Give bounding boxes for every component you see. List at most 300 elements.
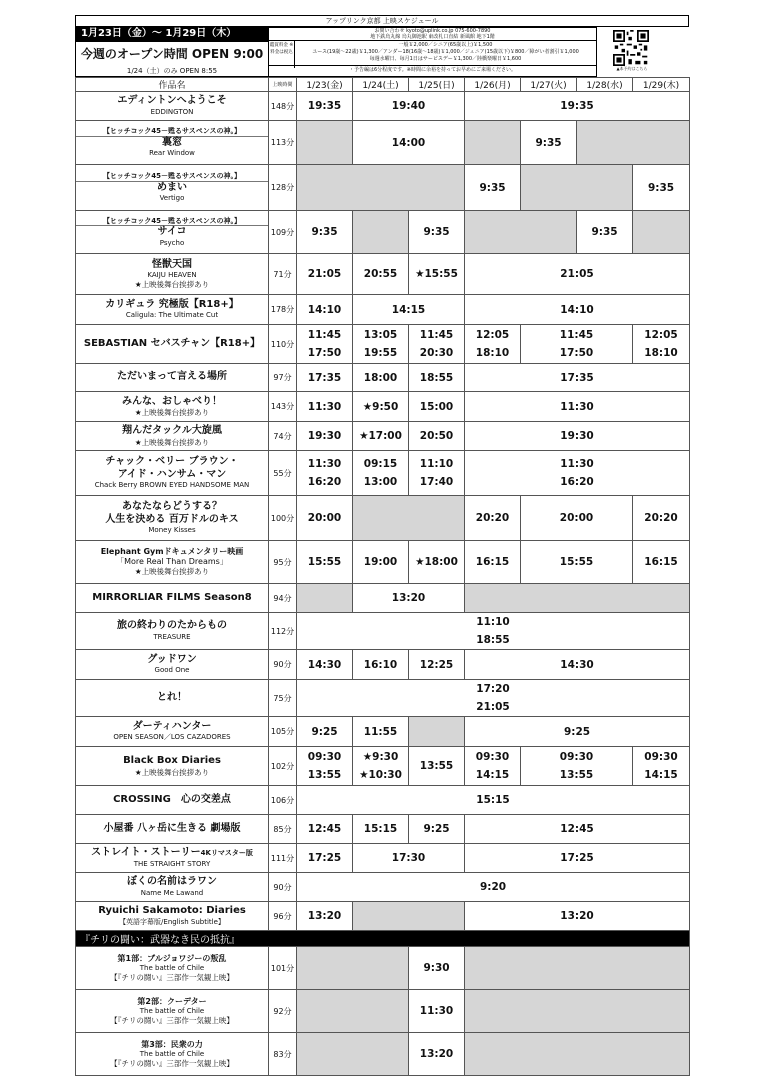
showtime[interactable]: 11:30	[465, 392, 690, 422]
showtime[interactable]: 17:40	[419, 476, 454, 488]
showtime[interactable]: 14:10	[297, 295, 353, 325]
film-title-cell	[76, 254, 269, 295]
film-row	[76, 844, 690, 873]
film-title: ぼくの名前はラワン	[127, 876, 217, 888]
price-line: ユース(19歳～22歳)￥1,300／アンダー18(16歳～18歳)￥1,000／ジュニア(15歳以下)￥800／障がい者割引￥1,000	[312, 49, 579, 55]
runtime: 178分	[269, 295, 297, 325]
showtime[interactable]: 20:00	[521, 496, 633, 541]
showtime[interactable]: 12:45	[297, 815, 353, 844]
no-show	[633, 211, 690, 254]
film-title: SEBASTIAN セバスチャン【R18+】	[83, 337, 261, 349]
showtime[interactable]: ★9:30	[362, 751, 399, 763]
no-show	[465, 211, 577, 254]
showtime[interactable]: 11:30	[307, 458, 342, 470]
film-title-cell	[76, 295, 269, 325]
film-title: グッドワン	[147, 653, 197, 665]
film-title: ただいまって言える場所	[117, 371, 227, 383]
showtime[interactable]: 21:05	[476, 701, 510, 713]
film-subtitle: Name Me Lawand	[140, 888, 204, 897]
film-title-cell	[76, 392, 269, 422]
film-title: とれ！	[157, 691, 187, 703]
film-title: CROSSING 心の交差点	[113, 793, 231, 805]
runtime: 100分	[269, 496, 297, 541]
runtime: 112分	[269, 613, 297, 650]
showtime-cell	[465, 451, 690, 496]
col-day: 1/25(日)	[409, 78, 465, 92]
runtime: 74分	[269, 422, 297, 451]
film-title-cell	[76, 902, 269, 931]
showtime[interactable]: ★10:30	[359, 769, 402, 781]
showtime[interactable]: 11:10	[476, 616, 510, 628]
showtime[interactable]: 13:55	[307, 769, 342, 781]
no-show	[297, 1033, 409, 1076]
film-title: 小屋番 八ヶ岳に生きる 劇場版	[103, 822, 241, 834]
showtime[interactable]: ★18:00	[409, 541, 465, 584]
film-row	[76, 496, 690, 541]
film-row	[76, 121, 690, 165]
film-subtitle: Money Kisses	[148, 526, 196, 535]
film-tag: 【ヒッチコック45－甦るサスペンスの神。】	[76, 172, 268, 182]
runtime: 106分	[269, 786, 297, 815]
showtime[interactable]: 12:05	[475, 329, 510, 341]
showtime[interactable]: 13:20	[297, 902, 353, 931]
film-title-cell	[76, 815, 269, 844]
qr-caption: ▲本予約はこちら	[616, 66, 648, 71]
showtime[interactable]: 13:20	[465, 902, 690, 931]
showtime[interactable]: 18:10	[475, 347, 510, 359]
film-row	[76, 613, 690, 650]
showtime[interactable]: 17:35	[297, 364, 353, 392]
no-show	[409, 717, 465, 747]
showtime-cell	[297, 680, 690, 717]
showtime[interactable]: 11:30	[560, 458, 594, 470]
showtime[interactable]: 14:15	[353, 295, 465, 325]
showtime[interactable]: 15:15	[297, 786, 690, 815]
col-runtime: 上映時間	[269, 78, 297, 92]
showtime[interactable]: 18:10	[644, 347, 678, 359]
showtime[interactable]: 17:50	[307, 347, 342, 359]
film-title: 第2部：クーデター	[137, 996, 207, 1006]
film-title-cell	[76, 1033, 269, 1076]
runtime: 85分	[269, 815, 297, 844]
film-title-cell	[76, 873, 269, 902]
film-title-cell	[76, 451, 269, 496]
film-title-cell	[76, 496, 269, 541]
showtime[interactable]: 15:55	[297, 541, 353, 584]
runtime: 95分	[269, 541, 297, 584]
showtime[interactable]: ★15:55	[409, 254, 465, 295]
showtime[interactable]: 14:30	[465, 650, 690, 680]
runtime: 102分	[269, 747, 297, 786]
showtime-cell	[353, 451, 409, 496]
film-title: 怪獣天国	[152, 258, 192, 270]
showtime[interactable]: 9:35	[633, 165, 690, 211]
showtime[interactable]: 18:55	[409, 364, 465, 392]
runtime: 92分	[269, 990, 297, 1033]
film-note: 【『チリの闘い』三部作一気観上映】	[110, 1058, 234, 1068]
col-day: 1/29(木)	[633, 78, 690, 92]
showtime[interactable]: 16:15	[465, 541, 521, 584]
showtime[interactable]: 18:00	[353, 364, 409, 392]
showtime[interactable]: 20:20	[633, 496, 690, 541]
showtime[interactable]: 09:30	[559, 751, 594, 763]
schedule-title: アップリンク京都 上映スケジュール	[75, 15, 689, 27]
runtime: 128分	[269, 165, 297, 211]
film-subtitle: THE STRAIGHT STORY	[133, 859, 211, 868]
stage-greeting-note: ★上映後舞台挨拶あり	[134, 408, 210, 418]
showtime[interactable]: 13:20	[353, 584, 465, 613]
showtime[interactable]: 12:45	[465, 815, 690, 844]
film-title: MIRRORLIAR FILMS Season8	[92, 591, 252, 603]
showtime[interactable]: 15:00	[409, 392, 465, 422]
film-row	[76, 747, 690, 786]
col-day: 1/23(金)	[297, 78, 353, 92]
film-subtitle: The battle of Chile	[139, 1049, 205, 1058]
film-title: 旅の終わりのたからもの	[117, 620, 227, 632]
showtime[interactable]: 9:25	[409, 815, 465, 844]
film-title-cell	[76, 422, 269, 451]
showtime[interactable]: 20:20	[465, 496, 521, 541]
film-row	[76, 717, 690, 747]
showtime[interactable]: 21:05	[297, 254, 353, 295]
runtime: 148分	[269, 92, 297, 121]
info-box	[269, 27, 597, 77]
film-subtitle: KAIJU HEAVEN	[147, 271, 197, 280]
showtime[interactable]: 20:00	[297, 496, 353, 541]
film-row	[76, 815, 690, 844]
showtime[interactable]: 11:30	[409, 990, 465, 1033]
open-time-note: 1/24（土）のみ OPEN 8:55	[126, 67, 218, 75]
showtime[interactable]: 9:35	[297, 211, 353, 254]
price-line: 一般￥2,000／シニア(65歳以上)￥1,500	[398, 42, 493, 48]
film-title: あなたならどうする？	[122, 501, 222, 513]
film-note: 【『チリの闘い』三部作一気観上映】	[110, 1015, 234, 1025]
film-title-cell	[76, 211, 269, 254]
film-title: Black Box Diaries	[123, 755, 221, 767]
film-title-cell	[76, 121, 269, 165]
film-title-cell	[76, 947, 269, 990]
showtime[interactable]: 16:10	[353, 650, 409, 680]
runtime: 90分	[269, 650, 297, 680]
showtime[interactable]: 13:55	[559, 769, 594, 781]
film-row	[76, 541, 690, 584]
film-title: カリギュラ 究極版【R18+】	[105, 298, 239, 310]
showtime[interactable]: 19:35	[297, 92, 353, 121]
film-title: ストレイト・ストーリー	[91, 847, 201, 859]
film-row	[76, 325, 690, 364]
qr-code-icon[interactable]	[613, 30, 649, 66]
film-title-cell	[76, 364, 269, 392]
film-row	[76, 786, 690, 815]
runtime: 109分	[269, 211, 297, 254]
runtime: 143分	[269, 392, 297, 422]
showtime[interactable]: 19:35	[465, 92, 690, 121]
showtime[interactable]: 19:40	[353, 92, 465, 121]
showtime[interactable]: 11:30	[297, 392, 353, 422]
film-subtitle: The battle of Chile	[139, 1006, 205, 1015]
film-row	[76, 295, 690, 325]
runtime: 97分	[269, 364, 297, 392]
runtime: 113分	[269, 121, 297, 165]
schedule-table	[75, 77, 690, 1076]
no-show	[353, 496, 465, 541]
film-row	[76, 422, 690, 451]
film-title: 第3部：民衆の力	[141, 1039, 203, 1049]
runtime: 55分	[269, 451, 297, 496]
showtime[interactable]: 09:30	[307, 751, 342, 763]
film-row	[76, 92, 690, 121]
runtime: 75分	[269, 680, 297, 717]
no-show	[465, 947, 690, 990]
film-title-cell	[76, 584, 269, 613]
showtime[interactable]: 13:20	[409, 1033, 465, 1076]
showtime[interactable]: 17:30	[353, 844, 465, 873]
showtime[interactable]: 15:15	[353, 815, 409, 844]
col-title: 作品名	[76, 78, 269, 92]
film-title-cell	[76, 541, 269, 584]
film-title-cell	[76, 747, 269, 786]
film-title-cell	[76, 990, 269, 1033]
showtime[interactable]: 11:10	[419, 458, 454, 470]
film-title: みんな、おしゃべり！	[122, 395, 222, 407]
showtime[interactable]: 12:25	[409, 650, 465, 680]
no-show	[297, 165, 465, 211]
film-title: ダーティハンター	[132, 720, 212, 732]
no-show	[465, 121, 521, 165]
no-show	[297, 947, 409, 990]
showtime[interactable]: 19:30	[465, 422, 690, 451]
stage-greeting-note: ★上映後舞台挨拶あり	[134, 567, 210, 577]
showtime-cell	[465, 325, 521, 364]
runtime: 71分	[269, 254, 297, 295]
showtime[interactable]: 20:30	[419, 347, 454, 359]
price-line: 毎週水曜日、毎月1日はサービスデー￥1,300／陸橋楽曜日￥1,600	[369, 56, 522, 62]
no-show	[521, 165, 633, 211]
header-row	[76, 78, 690, 92]
showtime[interactable]: ★17:00	[353, 422, 409, 451]
film-title-cell	[76, 717, 269, 747]
film-title-cell	[76, 786, 269, 815]
film-title-cell	[76, 92, 269, 121]
showtime-cell	[521, 325, 633, 364]
showtime-cell	[297, 613, 690, 650]
open-time: 今週のオープン時間 OPEN 9:00	[80, 47, 264, 61]
showtime-cell	[521, 747, 633, 786]
showtime[interactable]: ★9:50	[353, 392, 409, 422]
film-row	[76, 902, 690, 931]
film-subtitle: EDDINGTON	[150, 107, 194, 116]
section-row	[76, 931, 690, 947]
showtime[interactable]: 12:05	[644, 329, 678, 341]
film-row	[76, 650, 690, 680]
showtime[interactable]: 9:25	[465, 717, 690, 747]
film-title: 裏窓	[162, 136, 182, 148]
showtime[interactable]: 16:20	[307, 476, 342, 488]
showtime[interactable]: 9:35	[521, 121, 577, 165]
showtime[interactable]: 11:45	[559, 329, 594, 341]
showtime[interactable]: 17:35	[465, 364, 690, 392]
runtime: 105分	[269, 717, 297, 747]
showtime[interactable]: 14:10	[465, 295, 690, 325]
film-row	[76, 165, 690, 211]
film-note: 【『チリの闘い』三部作一気観上映】	[110, 972, 234, 982]
schedule-period: 1月23日（金）～ 1月29日（木）	[75, 27, 269, 41]
showtime[interactable]: 21:05	[465, 254, 690, 295]
showtime-cell	[633, 325, 690, 364]
showtime[interactable]: 16:20	[560, 476, 594, 488]
film-title-cell	[76, 650, 269, 680]
showtime[interactable]: 11:45	[307, 329, 342, 341]
film-subtitle: Rear Window	[149, 149, 195, 158]
film-title: Ryuichi Sakamoto: Diaries	[98, 905, 246, 917]
stage-greeting-note: ★上映後舞台挨拶あり	[134, 437, 210, 447]
film-title: めまい	[157, 181, 187, 193]
film-row	[76, 990, 690, 1033]
showtime-cell	[409, 451, 465, 496]
showtime[interactable]: 16:15	[633, 541, 690, 584]
showtime[interactable]: 15:55	[521, 541, 633, 584]
showtime-cell	[465, 747, 521, 786]
showtime-cell	[297, 451, 353, 496]
film-row	[76, 680, 690, 717]
showtime[interactable]: 20:50	[409, 422, 465, 451]
open-time-box	[75, 41, 269, 77]
film-title: エディントンへようこそ	[117, 95, 227, 107]
no-show	[297, 990, 409, 1033]
showtime-cell	[297, 325, 353, 364]
film-title: 第1部：ブルジョワジーの叛乱	[117, 953, 227, 963]
film-tag: 【ヒッチコック45－甦るサスペンスの神。】	[76, 217, 268, 227]
film-subtitle: Good One	[154, 666, 190, 675]
no-show	[465, 1033, 690, 1076]
showtime[interactable]: 13:55	[409, 747, 465, 786]
no-show	[353, 902, 465, 931]
price-label: 鑑賞料金 ※料金は税込	[269, 40, 295, 68]
stage-greeting-note: ★上映後舞台挨拶あり	[134, 767, 210, 777]
showtime[interactable]: 17:50	[559, 347, 594, 359]
showtime[interactable]: 9:35	[465, 165, 521, 211]
showtime[interactable]: 14:30	[297, 650, 353, 680]
no-show	[297, 584, 353, 613]
showtime-cell	[297, 747, 353, 786]
address-text: 地下鉄烏丸線 烏丸御池駅 東改札口直結 新風館 地下1階	[370, 34, 495, 40]
no-show	[577, 121, 690, 165]
showtime[interactable]: 17:20	[476, 683, 510, 695]
col-day: 1/24(土)	[353, 78, 409, 92]
showtime[interactable]: 17:25	[465, 844, 690, 873]
film-subtitle: Chack Berry BROWN EYED HANDSOME MAN	[94, 481, 250, 490]
stage-greeting-note: ★上映後舞台挨拶あり	[134, 279, 210, 289]
showtime[interactable]: 17:25	[297, 844, 353, 873]
film-subtitle: Caligula: The Ultimate Cut	[125, 311, 219, 320]
showtime[interactable]: 9:30	[409, 947, 465, 990]
film-subtitle: Vertigo	[159, 194, 185, 203]
col-day: 1/28(水)	[577, 78, 633, 92]
runtime: 96分	[269, 902, 297, 931]
showtime[interactable]: 09:15	[363, 458, 398, 470]
runtime: 94分	[269, 584, 297, 613]
no-show	[297, 121, 353, 165]
showtime-cell	[353, 747, 409, 786]
showtime[interactable]: 9:35	[577, 211, 633, 254]
film-row	[76, 873, 690, 902]
col-day: 1/26(月)	[465, 78, 521, 92]
showtime-cell	[409, 325, 465, 364]
showtime[interactable]: 13:05	[363, 329, 398, 341]
showtime[interactable]: 19:00	[353, 541, 409, 584]
film-row	[76, 947, 690, 990]
showtime[interactable]: 20:55	[353, 254, 409, 295]
film-title-cell	[76, 613, 269, 650]
showtime[interactable]: 09:30	[644, 751, 678, 763]
film-tag: 【ヒッチコック45－甦るサスペンスの神。】	[76, 127, 268, 137]
showtime[interactable]: 14:15	[475, 769, 510, 781]
film-title-line2: 人生を決める 百万ドルのキス	[105, 513, 239, 525]
col-day: 1/27(火)	[521, 78, 577, 92]
film-row	[76, 451, 690, 496]
film-title-cell	[76, 325, 269, 364]
no-show	[465, 990, 690, 1033]
showtime[interactable]: 9:25	[297, 717, 353, 747]
film-title-line2: アイド・ハンサム・マン	[117, 468, 227, 480]
showtime[interactable]: 11:45	[419, 329, 454, 341]
film-row	[76, 1033, 690, 1076]
film-title-cell	[76, 680, 269, 717]
showtime-cell	[633, 747, 690, 786]
showtime[interactable]: 19:55	[363, 347, 398, 359]
showtime[interactable]: 11:55	[353, 717, 409, 747]
contact-text: お問い合わせ kyoto@uplink.co.jp 075-600-7890	[374, 28, 491, 34]
showtime[interactable]: 9:35	[409, 211, 465, 254]
film-title-line	[76, 847, 268, 860]
film-title-suffix: 4Kリマスター版	[200, 849, 253, 858]
runtime: 110分	[269, 325, 297, 364]
film-row	[76, 584, 690, 613]
film-row	[76, 211, 690, 254]
film-title-cell	[76, 165, 269, 211]
trailer-note: ・予告編は6分程度です。※時間に余裕を持ってお早めにご来場ください。	[269, 65, 596, 76]
film-title: Elephant Gymドキュメンタリー映画	[100, 547, 244, 557]
film-subtitle: The battle of Chile	[139, 963, 205, 972]
film-subtitle: OPEN SEASON／LOS CAZADORES	[113, 733, 231, 742]
showtime[interactable]: 18:55	[476, 634, 510, 646]
no-show	[353, 211, 409, 254]
runtime: 90分	[269, 873, 297, 902]
showtime[interactable]: 9:20	[297, 873, 690, 902]
runtime: 111分	[269, 844, 297, 873]
film-title-line2: 「More Real Than Dreams」	[116, 557, 228, 567]
film-subtitle: Psycho	[159, 238, 185, 247]
showtime[interactable]: 13:00	[363, 476, 398, 488]
no-show	[465, 584, 690, 613]
showtime[interactable]: 14:00	[353, 121, 465, 165]
runtime: 101分	[269, 947, 297, 990]
section-title: 『チリの闘い：武器なき民の抵抗』	[76, 931, 690, 947]
showtime-cell	[353, 325, 409, 364]
showtime[interactable]: 14:15	[644, 769, 678, 781]
film-title-cell	[76, 844, 269, 873]
film-row	[76, 254, 690, 295]
film-subtitle: TREASURE	[153, 632, 191, 641]
showtime[interactable]: 09:30	[475, 751, 510, 763]
showtime[interactable]: 19:30	[297, 422, 353, 451]
film-row	[76, 392, 690, 422]
runtime: 83分	[269, 1033, 297, 1076]
film-row	[76, 364, 690, 392]
film-title: サイコ	[157, 226, 187, 238]
film-subtitle: 【英語字幕版/English Subtitle】	[119, 917, 225, 926]
film-title: 翔んだタックル大旋風	[122, 425, 222, 437]
